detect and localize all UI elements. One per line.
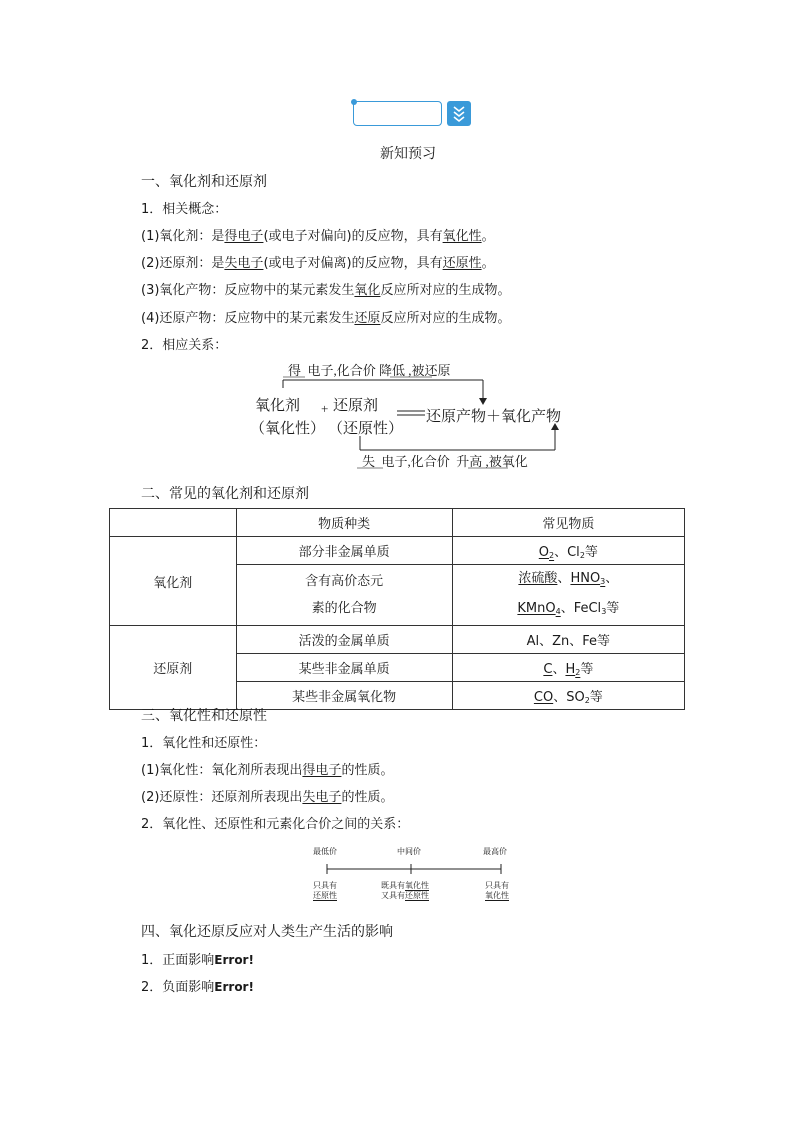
agents-table <box>109 508 685 710</box>
concept-reductant: (2)还原剂：是失电子(或电子对偏离)的反应物，具有还原性。 <box>141 256 495 271</box>
table-cell-common: C、$H_2$等 <box>452 654 684 682</box>
lowest-property: 只具有 还原性 <box>313 881 337 900</box>
table-header-row <box>110 509 685 537</box>
highest-property: 只具有 氧化性 <box>485 881 509 900</box>
table-row <box>110 537 685 565</box>
diagram-reductant: 还原剂 <box>333 398 379 414</box>
valence-lowest: 最低价 <box>313 847 337 856</box>
diagram-bottom-label: 失 电子,化合价 升高 ,被氧化 <box>362 454 528 469</box>
table-cell-type: 含有高价态元 素的化合物 <box>236 565 452 626</box>
diagram-products: 还原产物＋氧化产物 <box>426 409 562 425</box>
subsection-1-1: 1．相关概念： <box>141 202 228 217</box>
table-cell-type: 活泼的金属单质 <box>236 626 452 654</box>
redox-relation-diagram <box>250 358 580 473</box>
subsection-1-2: 2．相应关系： <box>141 338 228 353</box>
section-heading-1: 一、氧化剂和还原剂 <box>141 174 267 190</box>
concept-oxidant: (1)氧化剂：是得电子(或电子对偏向)的反应物，具有氧化性。 <box>141 229 495 244</box>
table-header-common: 常见物质 <box>452 509 684 537</box>
table-cell-type: 部分非金属单质 <box>236 537 452 565</box>
section-heading-2: 二、常见的氧化剂和还原剂 <box>141 486 309 502</box>
section-heading-3: 三、氧化性和还原性 <box>141 708 267 724</box>
concept-reduction-product: (4)还原产物：反应物中的某元素发生还原反应所对应的生成物。 <box>141 311 511 326</box>
diagram-reductant-property: （还原性） <box>328 421 404 437</box>
header-badge <box>353 101 442 126</box>
positive-impact: 1．正面影响Error! <box>141 953 254 968</box>
table-cell-common: $O_2$、$Cl_2$等 <box>452 537 684 565</box>
diagram-top-label: 得 电子,化合价 降低 ,被还原 <box>288 363 451 378</box>
table-cell-common: 浓硫酸、$HNO_3$、 KMnO$_4$、FeCl$_3$等 <box>452 565 684 626</box>
table-header-type: 物质种类 <box>236 509 452 537</box>
oxidizing-property: (1)氧化性：氧化剂所表现出得电子的性质。 <box>141 763 394 778</box>
table-cell-common: Al、Zn、Fe等 <box>452 626 684 654</box>
table-cell-type: 某些非金属单质 <box>236 654 452 682</box>
subsection-3-1: 1．氧化性和还原性： <box>141 736 267 751</box>
negative-impact: 2．负面影响Error! <box>141 980 254 995</box>
reducing-property: (2)还原性：还原剂所表现出失电子的性质。 <box>141 790 394 805</box>
subsection-3-2: 2．氧化性、还原性和元素化合价之间的关系： <box>141 817 410 832</box>
chevron-down-icon <box>447 101 471 126</box>
table-cell <box>110 509 237 537</box>
reductant-label: 还原剂 <box>110 626 237 710</box>
diagram-oxidant: 氧化剂 <box>255 398 301 414</box>
table-cell-type: 某些非金属氧化物 <box>236 682 452 710</box>
middle-property: 既具有氧化性 又具有还原性 <box>381 881 429 900</box>
section-heading-4: 四、氧化还原反应对人类生产生活的影响 <box>141 924 393 940</box>
valence-middle: 中间价 <box>397 847 421 856</box>
valence-diagram <box>305 842 525 904</box>
oxidant-label: 氧化剂 <box>110 537 237 626</box>
valence-highest: 最高价 <box>483 847 507 856</box>
page-title: 新知预习 <box>380 146 436 162</box>
concept-oxidation-product: (3)氧化产物：反应物中的某元素发生氧化反应所对应的生成物。 <box>141 283 511 298</box>
table-row <box>110 626 685 654</box>
table-cell-common: CO、$SO_2$等 <box>452 682 684 710</box>
diagram-plus: + <box>321 401 329 416</box>
diagram-oxidant-property: （氧化性） <box>250 421 326 437</box>
